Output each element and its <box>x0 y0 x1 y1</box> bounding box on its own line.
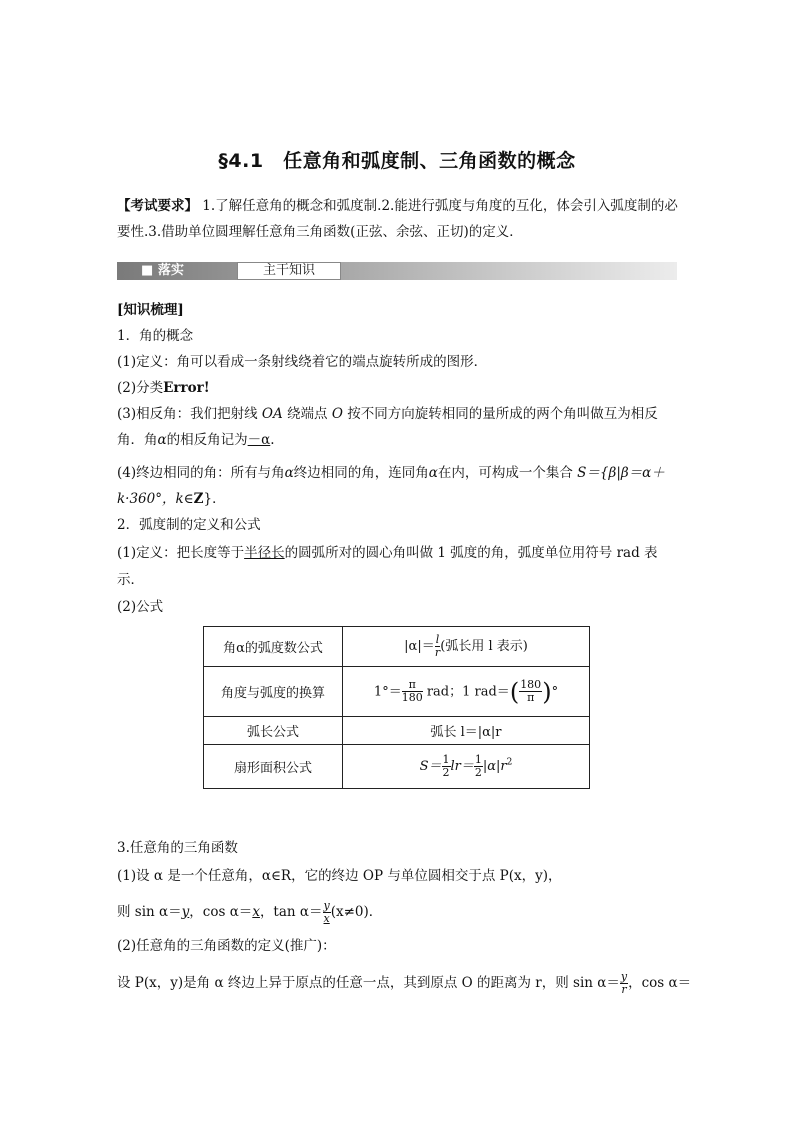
denominator: 2 <box>474 766 482 779</box>
text: |α|r <box>482 759 507 774</box>
s1-opposite-line-2 <box>117 430 679 450</box>
text: ，cos α＝ <box>628 975 692 991</box>
fraction <box>402 679 423 704</box>
denominator: x <box>323 912 330 925</box>
formula-table <box>203 626 590 789</box>
s3-line-1: (1)设 α 是一个任意角，α∈R，它的终边 OP 与单位圆相交于点 P(x，y)， <box>117 868 562 884</box>
numerator: 1 <box>474 753 482 766</box>
numerator: 180 <box>520 678 542 691</box>
text: 则 sin α＝ <box>117 904 182 920</box>
ray-oa: OA <box>261 406 283 422</box>
row-value <box>343 667 590 717</box>
numerator: π <box>402 679 423 692</box>
text: ，cos α＝ <box>189 904 253 920</box>
numerator: 1 <box>442 753 450 766</box>
text: 在内，可构成一个集合 <box>437 465 573 481</box>
alpha: α <box>428 465 438 481</box>
numerator: l <box>435 633 440 646</box>
text: (弧长用 l 表示) <box>440 639 528 654</box>
degree-sign: ° <box>551 684 559 699</box>
section-banner <box>117 262 677 280</box>
text: (4)终边相同的角：所有与角 <box>117 465 285 481</box>
s3-line-4 <box>117 970 692 996</box>
text: 终边相同的角，连同角 <box>293 465 429 481</box>
banner-left-label: 落实 <box>157 263 184 278</box>
text: S＝ <box>419 759 442 774</box>
text: }． <box>203 491 226 507</box>
row-value <box>343 745 590 789</box>
set-expression-cont: k·360°，k∈ <box>117 491 194 507</box>
table-row <box>204 627 590 667</box>
requirements-text-1: 1.了解任意角的概念和弧度制.2.能进行弧度与角度的互化，体会引入弧度制的必 <box>202 198 678 214</box>
text: (x≠0)． <box>330 904 383 920</box>
answer-y: y <box>181 904 190 920</box>
answer-neg-alpha: －α <box>247 432 271 448</box>
text: 角．角 <box>117 432 158 448</box>
s1-classification <box>117 378 679 398</box>
answer-radius-length: 半径长 <box>244 545 285 561</box>
s1-terminal-line-1 <box>117 463 679 483</box>
row-label: 角度与弧度的换算 <box>204 667 343 717</box>
alpha: α <box>157 432 167 448</box>
section-label: [知识梳理] <box>117 302 184 318</box>
s1-heading: 1．角的概念 <box>117 328 194 344</box>
text: ，tan α＝ <box>259 904 323 920</box>
alpha: α <box>284 465 294 481</box>
text: 按不同方向旋转相同的量所成的两个角叫做互为相反 <box>347 406 658 422</box>
row-value: 弧长 l＝|α|r <box>343 717 590 745</box>
answer-x: x <box>252 904 260 920</box>
requirements-line-1 <box>117 196 679 216</box>
requirements-text-2: 要性.3.借助单位圆理解任意角三角函数(正弦、余弦、正切)的定义． <box>117 224 523 240</box>
fraction <box>519 679 542 704</box>
text: (3)相反角：我们把射线 <box>117 406 258 422</box>
text: 的相反角记为 <box>166 432 248 448</box>
paren-close: ) <box>542 677 552 706</box>
text: 的圆弧所对的圆心角叫做 1 弧度的角，弧度单位用符号 rad 表 <box>284 545 658 561</box>
row-label: 扇形面积公式 <box>204 745 343 789</box>
denominator: 2 <box>442 766 450 779</box>
paren-open: ( <box>509 677 520 706</box>
s1-opposite-line-1 <box>117 404 679 424</box>
s1-terminal-line-2 <box>117 489 679 509</box>
s3-heading: 3.任意角的三角函数 <box>117 840 238 856</box>
text: |α|＝ <box>404 639 435 654</box>
text: . <box>270 432 275 448</box>
text: lr＝ <box>450 759 474 774</box>
fraction <box>620 971 628 996</box>
requirements-label: 【考试要求】 <box>117 198 198 214</box>
denominator: r <box>621 983 627 996</box>
set-expression: S＝{β|β＝α＋ <box>577 465 665 481</box>
text: 绕端点 <box>287 406 328 422</box>
exponent: 2 <box>506 757 513 768</box>
banner-right-label: 主干知识 <box>237 262 341 280</box>
point-o: O <box>331 406 343 422</box>
fraction <box>474 754 483 779</box>
s2-heading: 2．弧度制的定义和公式 <box>117 517 261 533</box>
s3-line-2 <box>117 900 679 925</box>
table-row <box>204 717 590 745</box>
numerator: y <box>323 899 330 912</box>
text: rad；1 rad＝ <box>422 684 510 699</box>
fraction <box>442 754 451 779</box>
row-label: 角α的弧度数公式 <box>204 627 343 667</box>
fraction <box>323 900 331 925</box>
s2-definition-line-1 <box>117 543 679 563</box>
numerator: y <box>620 970 628 983</box>
denominator: 180 <box>401 691 423 704</box>
text: (1)定义：把长度等于 <box>117 545 245 561</box>
s1-class-prefix: (2)分类 <box>117 380 164 396</box>
s2-definition-line-2: 示． <box>117 572 144 588</box>
denominator: r <box>434 646 441 659</box>
banner-left: ■ 落实 <box>141 263 184 278</box>
denominator: π <box>527 691 535 704</box>
row-value <box>343 627 590 667</box>
s1-definition: (1)定义：角可以看成一条射线绕着它的端点旋转所成的图形． <box>117 354 488 370</box>
table-row <box>204 745 590 789</box>
text: 设 P(x，y)是角 α 终边上异于原点的任意一点，其到原点 O 的距离为 r，则 sin α＝ <box>117 975 620 991</box>
page-title: §4.1 任意角和弧度制、三角函数的概念 <box>218 150 576 172</box>
text: 1°＝ <box>373 684 402 699</box>
s3-line-3: (2)任意角的三角函数的定义(推广)： <box>117 938 336 954</box>
error-text: Error! <box>163 380 210 396</box>
row-label: 弧长公式 <box>204 717 343 745</box>
table-row <box>204 667 590 717</box>
s2-formula-label: (2)公式 <box>117 599 164 615</box>
integers-z: Z <box>193 491 204 507</box>
